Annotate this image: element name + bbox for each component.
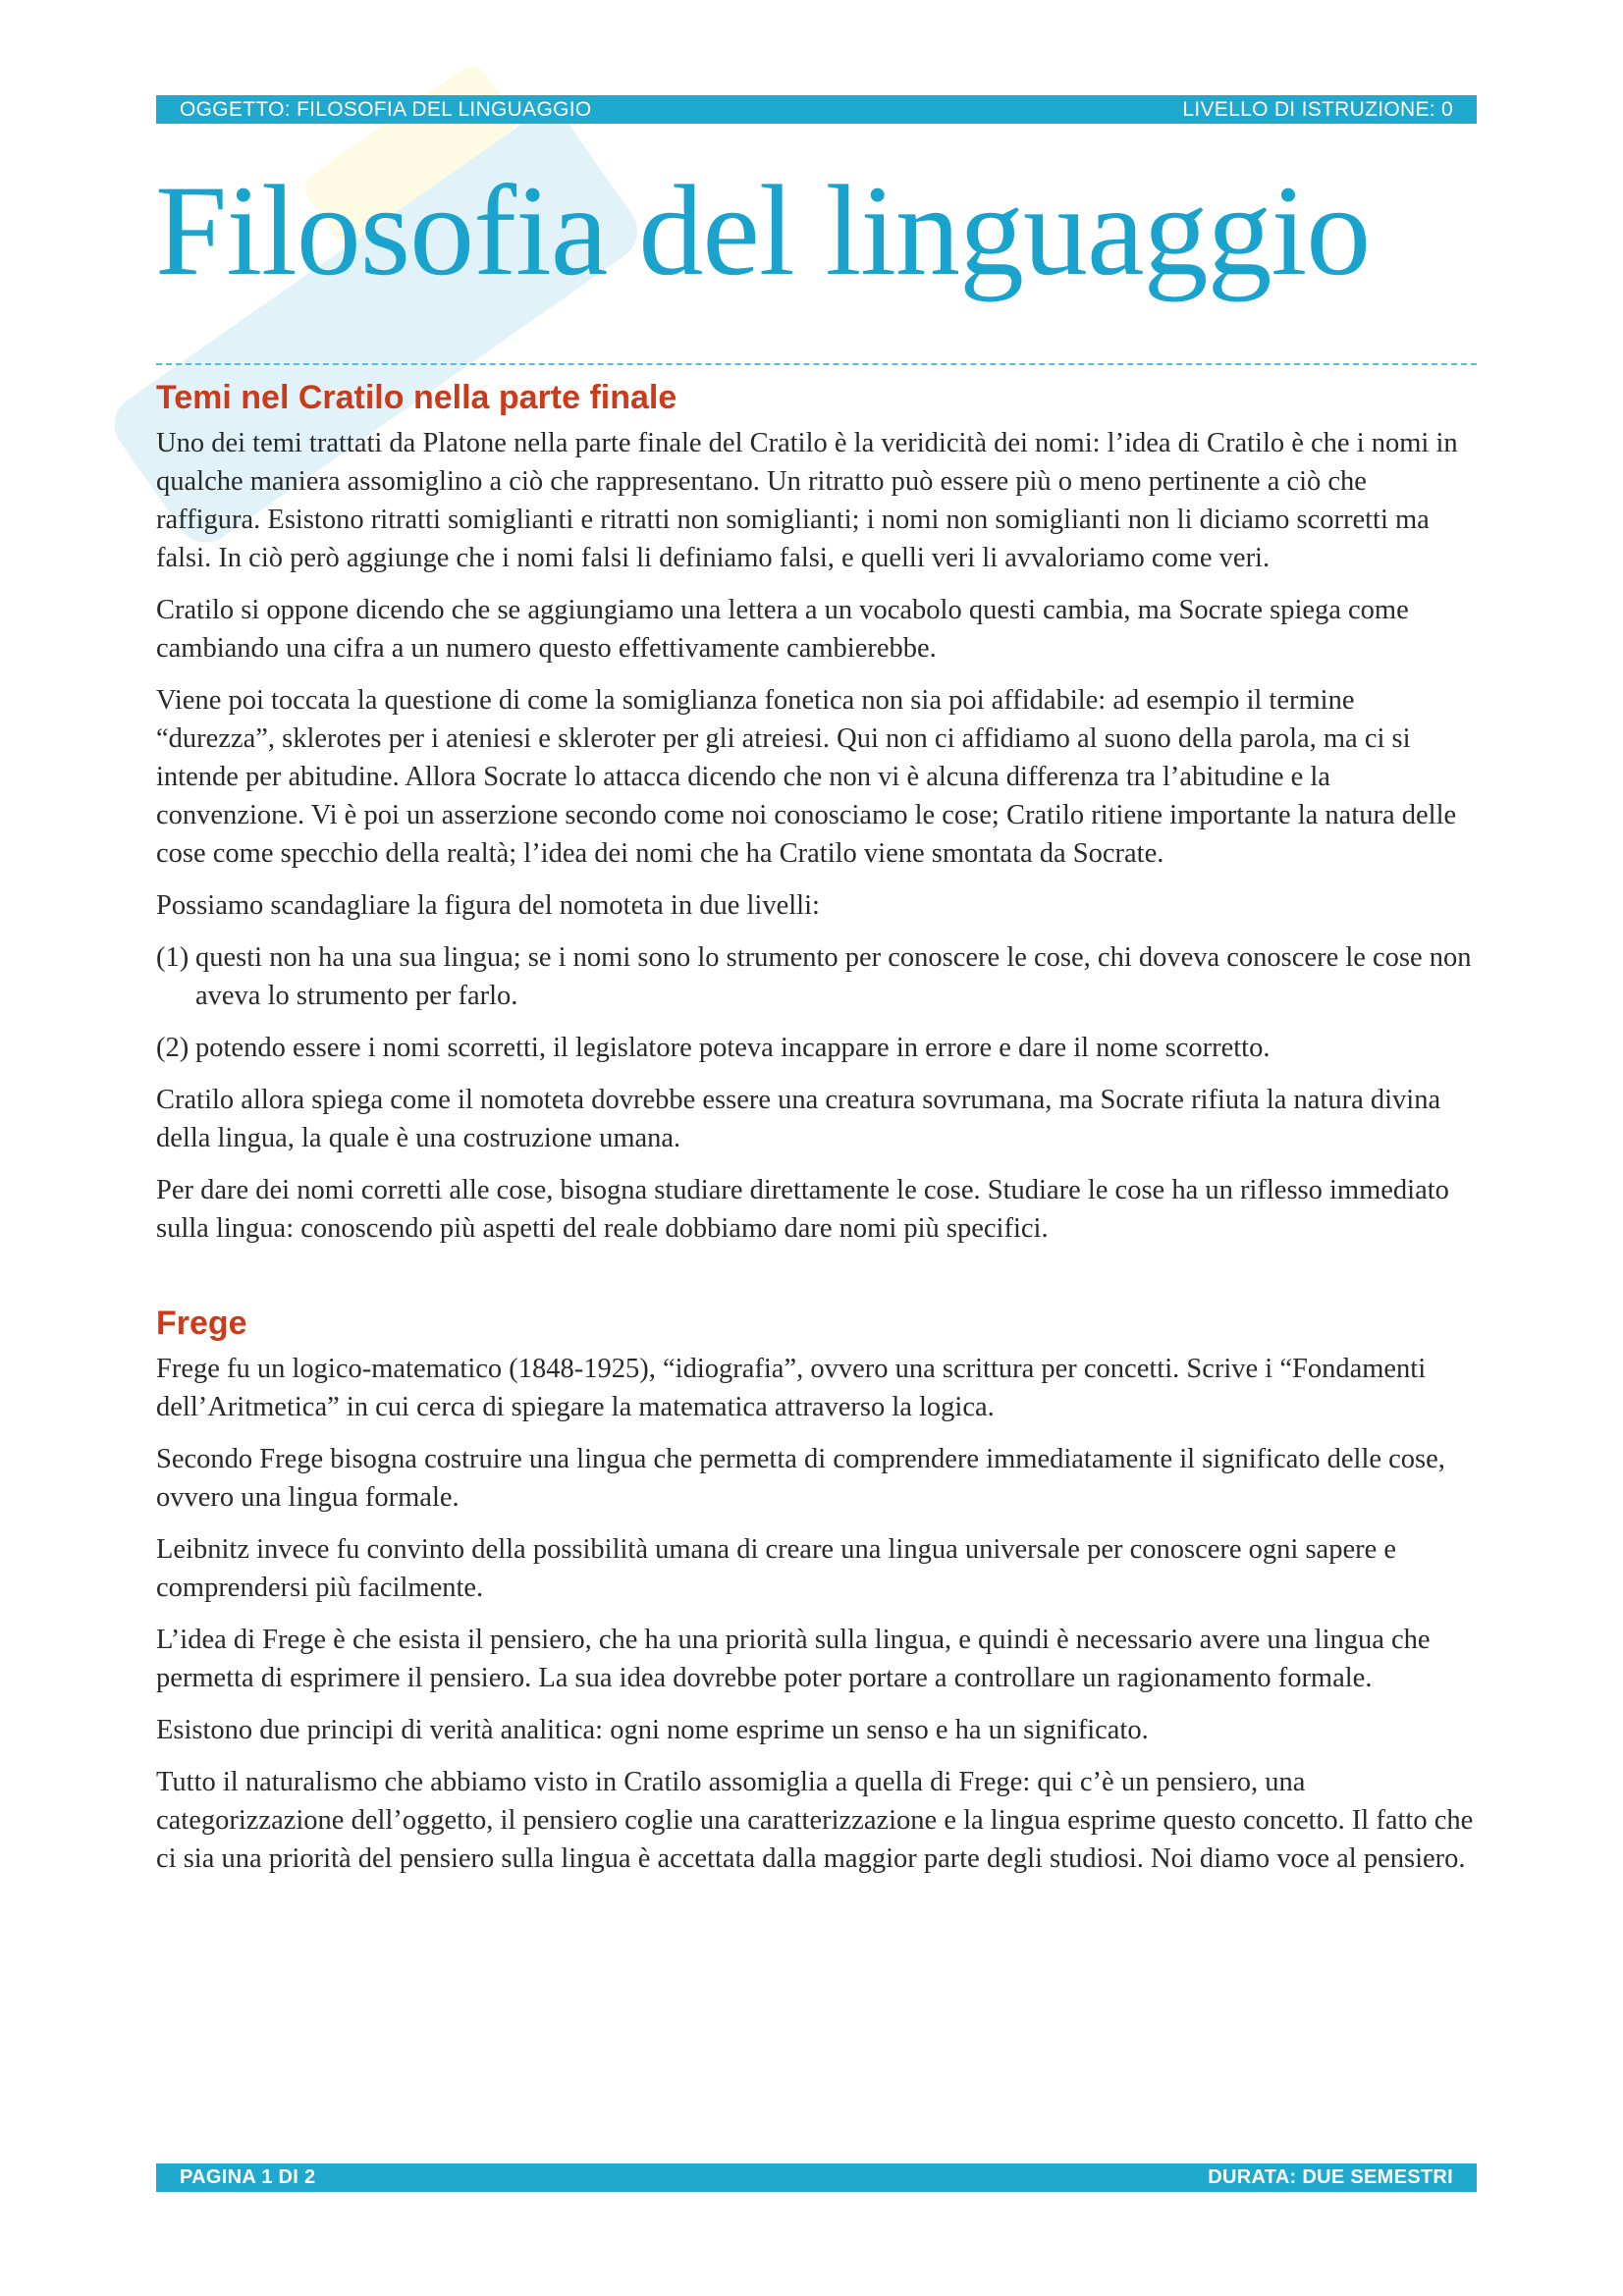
list-item [156,938,1477,1015]
paragraph: Viene poi toccata la questione di come la somiglianza fonetica non sia poi affidabile: ad esempio il termine “durezza”, sklerotes per i ateniesi e skleroter per gli atreiesi. Qui non ci affidiamo al suono della parola, ma ci si intende per abitudine. Allora Socrate lo attacca dicendo che non vi è alcuna differenza tra l’abitudine e la convenzione. Vi è poi un asserzione secondo come noi conosciamo le cose; Cratilo ritiene importante la natura delle cose come specchio della realtà; l’idea dei nomi che ha Cratilo viene smontata da Socrate. [156,685,1457,869]
section-heading-frege: Frege [156,1305,247,1342]
header-level: LIVELLO DI ISTRUZIONE: 0 [1182,98,1453,121]
paragraph: Esistono due principi di verità analitica: ogni nome esprime un senso e ha un significato. [156,1715,1149,1745]
section-heading-cratilo: Temi nel Cratilo nella parte finale [156,379,677,416]
paragraph: Secondo Frege bisogna costruire una lingua che permetta di comprendere immediatamente il significato delle cose, ovvero una lingua formale. [156,1444,1445,1513]
footer-page-number: PAGINA 1 DI 2 [180,2166,316,2188]
list-item-number: (2) [156,1033,189,1063]
list-item-number: (1) [156,942,189,973]
paragraph: Possiamo scandagliare la figura del nomoteta in due livelli: [156,890,820,921]
main-content [156,371,1477,1892]
paragraph: L’idea di Frege è che esista il pensiero, che ha una priorità sulla lingua, e quindi è necessario avere una lingua che permetta di esprimere il pensiero. La sua idea dovrebbe poter portare a controllare un ragionamento formale. [156,1625,1431,1693]
page-title: Filosofia del linguaggio [155,158,1371,302]
paragraph: Tutto il naturalismo che abbiamo visto in Cratilo assomiglia a quella di Frege: qui c’è un pensiero, una categorizzazione dell’oggetto, il pensiero coglie una caratterizzazione e la lingua esprime questo concetto. Il fatto che ci sia una priorità del pensiero sulla lingua è accettata dalla maggior parte degli studiosi. Noi diamo voce al pensiero. [156,1767,1474,1874]
dashed-divider [156,363,1477,365]
paragraph: Leibnitz invece fu convinto della possibilità umana di creare una lingua universale per conoscere ogni sapere e comprendersi più facilmente. [156,1534,1397,1603]
list-item [156,1029,1477,1067]
paragraph: Uno dei temi trattati da Platone nella parte finale del Cratilo è la veridicità dei nomi: l’idea di Cratilo è che i nomi in qualche maniera assomiglino a ciò che rappresentano. Un ritratto può essere più o meno pertinente a ciò che raffigura. Esistono ritratti somiglianti e ritratti non somiglianti; i nomi non somiglianti non li diciamo scorretti ma falsi. In ciò però aggiunge che i nomi falsi li definiamo falsi, e quelli veri li avvaloriamo come veri. [156,428,1458,573]
paragraph: Per dare dei nomi corretti alle cose, bisogna studiare direttamente le cose. Studiare le cose ha un riflesso immediato sulla lingua: conoscendo più aspetti del reale dobbiamo dare nomi più specifici. [156,1175,1449,1244]
paragraph: Frege fu un logico-matematico (1848-1925), “idiografia”, ovvero una scrittura per concetti. Scrive i “Fondamenti dell’Aritmetica” in cui cerca di spiegare la matematica attraverso la logica. [156,1354,1427,1422]
paragraph: Cratilo si oppone dicendo che se aggiungiamo una lettera a un vocabolo questi cambia, ma Socrate spiega come cambiando una cifra a un numero questo effettivamente cambierebbe. [156,595,1409,664]
header-bar [156,95,1477,124]
paragraph: Cratilo allora spiega come il nomoteta dovrebbe essere una creatura sovrumana, ma Socrate rifiuta la natura divina della lingua, la quale è una costruzione umana. [156,1085,1441,1153]
footer-bar [156,2163,1477,2192]
list-item-text: questi non ha una sua lingua; se i nomi sono lo strumento per conoscere le cose, chi doveva conoscere le cose non aveva lo strumento per farlo. [195,942,1472,1011]
header-subject: OGGETTO: FILOSOFIA DEL LINGUAGGIO [180,98,592,121]
list-item-text: potendo essere i nomi scorretti, il legislatore poteva incappare in errore e dare il nome scorretto. [195,1033,1271,1063]
footer-duration: DURATA: DUE SEMESTRI [1208,2166,1453,2188]
